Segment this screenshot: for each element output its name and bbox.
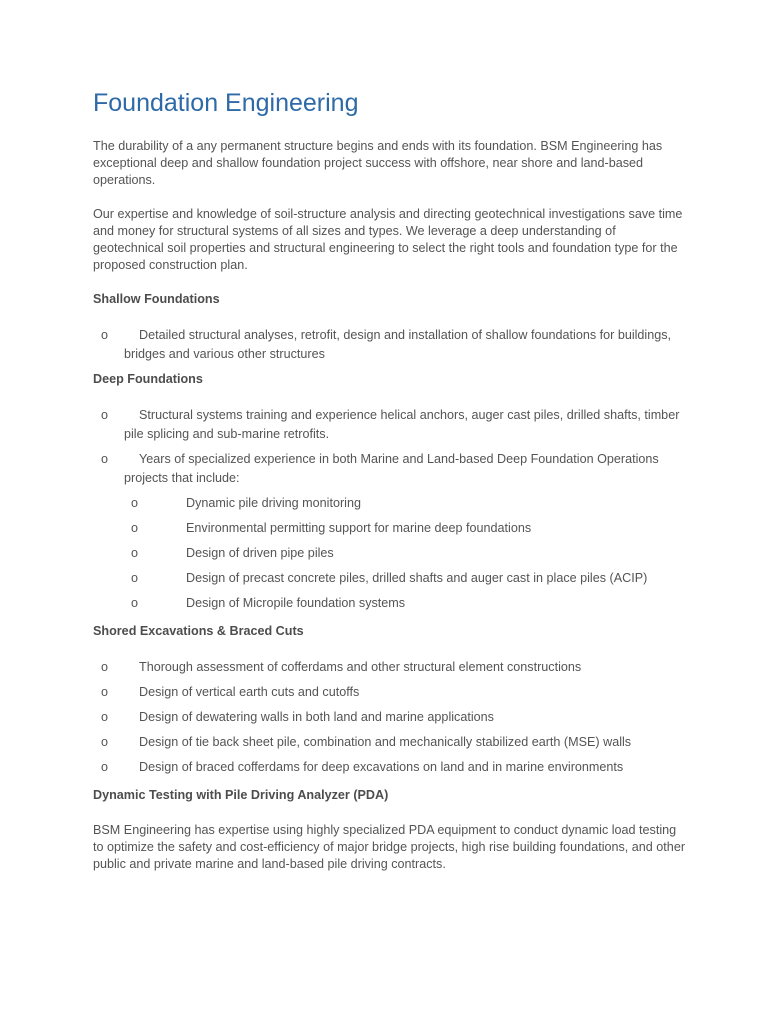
- sub-list-item-text: Dynamic pile driving monitoring: [186, 496, 361, 510]
- bullet-circle-icon: o: [101, 735, 109, 749]
- list-item-text: Detailed structural analyses, retrofit, design and installation of shallow foundations for buildings, bridges and various other structures: [124, 328, 672, 361]
- list-item: [93, 326, 688, 364]
- shored-excavations-list: [93, 658, 688, 777]
- bullet-circle-icon: o: [131, 546, 139, 560]
- list-item: [93, 733, 688, 752]
- sub-list-item: [93, 519, 688, 538]
- bullet-circle-icon: o: [131, 496, 139, 510]
- sub-list-item-text: Design of Micropile foundation systems: [186, 596, 406, 610]
- bullet-circle-icon: o: [101, 408, 109, 422]
- sub-list-item: [93, 544, 688, 563]
- sub-list-item: [93, 594, 688, 613]
- page-title: Foundation Engineering: [93, 89, 359, 117]
- bullet-circle-icon: o: [131, 521, 139, 535]
- sub-list-item: [93, 569, 688, 588]
- bullet-circle-icon: o: [131, 571, 139, 585]
- list-item: [93, 658, 688, 677]
- section-heading-shored-excavations: Shored Excavations & Braced Cuts: [93, 624, 304, 638]
- bullet-circle-icon: o: [101, 685, 109, 699]
- bullet-circle-icon: o: [131, 596, 139, 610]
- list-item-text: Design of dewatering walls in both land and marine applications: [139, 710, 494, 724]
- deep-foundations-list: [93, 406, 688, 613]
- list-item-text: Design of tie back sheet pile, combination and mechanically stabilized earth (MSE) walls: [139, 735, 632, 749]
- list-item: [93, 450, 688, 488]
- bullet-circle-icon: o: [101, 660, 109, 674]
- list-item-text: Structural systems training and experience helical anchors, auger cast piles, drilled shafts, timber pile splicing and sub-marine retrofits.: [124, 408, 680, 441]
- bullet-circle-icon: o: [101, 710, 109, 724]
- list-item: [93, 708, 688, 727]
- list-item-text: Design of vertical earth cuts and cutoffs: [139, 685, 360, 699]
- section-heading-shallow-foundations: Shallow Foundations: [93, 292, 220, 306]
- intro-paragraph-2: Our expertise and knowledge of soil-structure analysis and directing geotechnical investigations save time and money for structural systems of all sizes and types. We leverage a deep understanding of geotechnical soil properties and structural engineering to select the right tools and foundation type for the proposed construction plan.: [93, 207, 683, 272]
- sub-list-item: [93, 494, 688, 513]
- sub-list-item-text: Design of driven pipe piles: [186, 546, 334, 560]
- sub-list-item-text: Environmental permitting support for marine deep foundations: [186, 521, 532, 535]
- bullet-circle-icon: o: [101, 328, 109, 342]
- bullet-circle-icon: o: [101, 452, 109, 466]
- list-item: [93, 406, 688, 444]
- list-item: [93, 683, 688, 702]
- list-item-text: Design of braced cofferdams for deep excavations on land and in marine environments: [139, 760, 624, 774]
- list-item-text: Years of specialized experience in both Marine and Land-based Deep Foundation Operations projects that include:: [124, 452, 659, 485]
- section-heading-deep-foundations: Deep Foundations: [93, 372, 203, 386]
- shallow-foundations-list: [93, 326, 688, 364]
- bullet-circle-icon: o: [101, 760, 109, 774]
- section-heading-dynamic-testing: Dynamic Testing with Pile Driving Analyzer (PDA): [93, 788, 389, 802]
- list-item-text: Thorough assessment of cofferdams and other structural element constructions: [139, 660, 582, 674]
- sub-list-item-text: Design of precast concrete piles, drilled shafts and auger cast in place piles (ACIP): [186, 571, 648, 585]
- intro-paragraph-1: The durability of a any permanent structure begins and ends with its foundation. BSM Engineering has exceptional deep and shallow foundation project success with offshore, near shore and land-based operations.: [93, 139, 663, 187]
- pda-paragraph: BSM Engineering has expertise using highly specialized PDA equipment to conduct dynamic load testing to optimize the safety and cost-efficiency of major bridge projects, high rise building foundations, and other public and private marine and land-based pile driving contracts.: [93, 823, 686, 871]
- list-item: [93, 758, 688, 777]
